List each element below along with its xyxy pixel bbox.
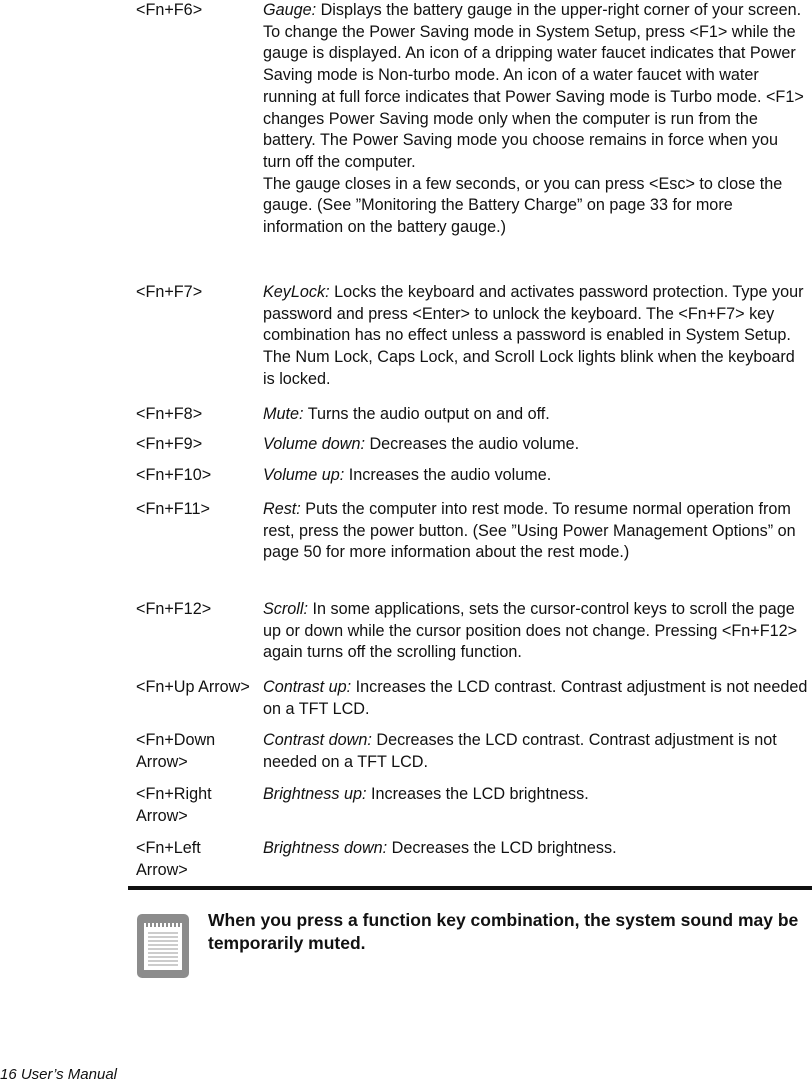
entry-text: Increases the LCD contrast. Contrast adjustment is not needed on a TFT LCD.	[263, 678, 808, 718]
entry-description	[263, 404, 808, 426]
entry-key: <Fn+F6>	[136, 1, 203, 19]
entry-term: Scroll:	[263, 600, 308, 618]
table-bottom-rule	[128, 886, 812, 890]
entry-term: Gauge:	[263, 1, 317, 19]
entry-key: <Fn+F9>	[136, 435, 203, 453]
entry-text: Increases the LCD brightness.	[366, 785, 589, 803]
entry-term: Mute:	[263, 405, 304, 423]
entry-text: Turns the audio output on and off.	[303, 405, 550, 423]
entry-description	[263, 677, 808, 720]
entry-term: Volume down:	[263, 435, 365, 453]
entry-key: <Fn+Up Arrow>	[136, 678, 250, 696]
entry-description	[263, 0, 808, 239]
entry-text: Increases the audio volume.	[344, 466, 552, 484]
entry-key: <Fn+Down Arrow>	[136, 731, 216, 771]
entry-term: Brightness down:	[263, 839, 388, 857]
entry-extra-text: The gauge closes in a few seconds, or you can press <Esc> to close the gauge. (See ”Monitoring the Battery Charge” on page 33 for more information on the battery gauge.)	[263, 174, 783, 237]
entry-key: <Fn+F10>	[136, 466, 212, 484]
entry-text: Puts the computer into rest mode. To resume normal operation from rest, press the power button. (See ”Using Power Management Options” on page 50 for more information about the rest mode.)	[263, 500, 796, 562]
entry-description	[263, 730, 808, 773]
entry-description	[263, 465, 808, 487]
entry-text: In some applications, sets the cursor-control keys to scroll the page up or down while the cursor position does not change. Pressing <Fn+F12> again turns off the scrolling function.	[263, 600, 798, 662]
entry-key: <Fn+F12>	[136, 600, 212, 618]
entry-key: <Fn+F11>	[136, 500, 210, 518]
entry-key: <Fn+F7>	[136, 283, 203, 301]
page-footer: 16 User’s Manual	[0, 1066, 118, 1083]
entry-text: Decreases the LCD brightness.	[387, 839, 617, 857]
notepad-icon	[137, 914, 189, 985]
entry-description	[263, 838, 808, 860]
entry-key: <Fn+Right Arrow>	[136, 785, 212, 825]
entry-term: Brightness up:	[263, 785, 367, 803]
entry-term: Contrast up:	[263, 678, 352, 696]
entry-text: Locks the keyboard and activates password protection. Type your password and press <Enter> to unlock the keyboard. The <Fn+F7> key combination has no effect unless a password is enabled in System Setup. The Num Lock, Caps Lock, and Scroll Lock lights blink when the keyboard is locked.	[263, 283, 804, 388]
entry-description	[263, 599, 808, 664]
entry-description	[263, 434, 808, 456]
entry-key: <Fn+F8>	[136, 405, 203, 423]
entry-description	[263, 499, 808, 564]
entry-text: Displays the battery gauge in the upper-right corner of your screen. To change the Power Saving mode in System Setup, press <F1> while the gauge is displayed. An icon of a dripping water faucet indicates that Power Saving mode is Non-turbo mode. An icon of a water faucet with water running at full force indicates that Power Saving mode is Turbo mode. <F1> changes Power Saving mode only when the computer is run from the battery. The Power Saving mode you choose remains in force when you turn off the computer.	[263, 1, 804, 171]
entry-text: Decreases the LCD contrast. Contrast adjustment is not needed on a TFT LCD.	[263, 731, 777, 771]
entry-term: Contrast down:	[263, 731, 372, 749]
entry-description	[263, 784, 808, 806]
entry-term: KeyLock:	[263, 283, 330, 301]
entry-key: <Fn+Left Arrow>	[136, 839, 201, 879]
entry-text: Decreases the audio volume.	[364, 435, 580, 453]
entry-term: Rest:	[263, 500, 301, 518]
note-text: When you press a function key combination, the system sound may be temporarily muted.	[208, 910, 799, 953]
entry-description	[263, 282, 808, 391]
entry-term: Volume up:	[263, 466, 345, 484]
